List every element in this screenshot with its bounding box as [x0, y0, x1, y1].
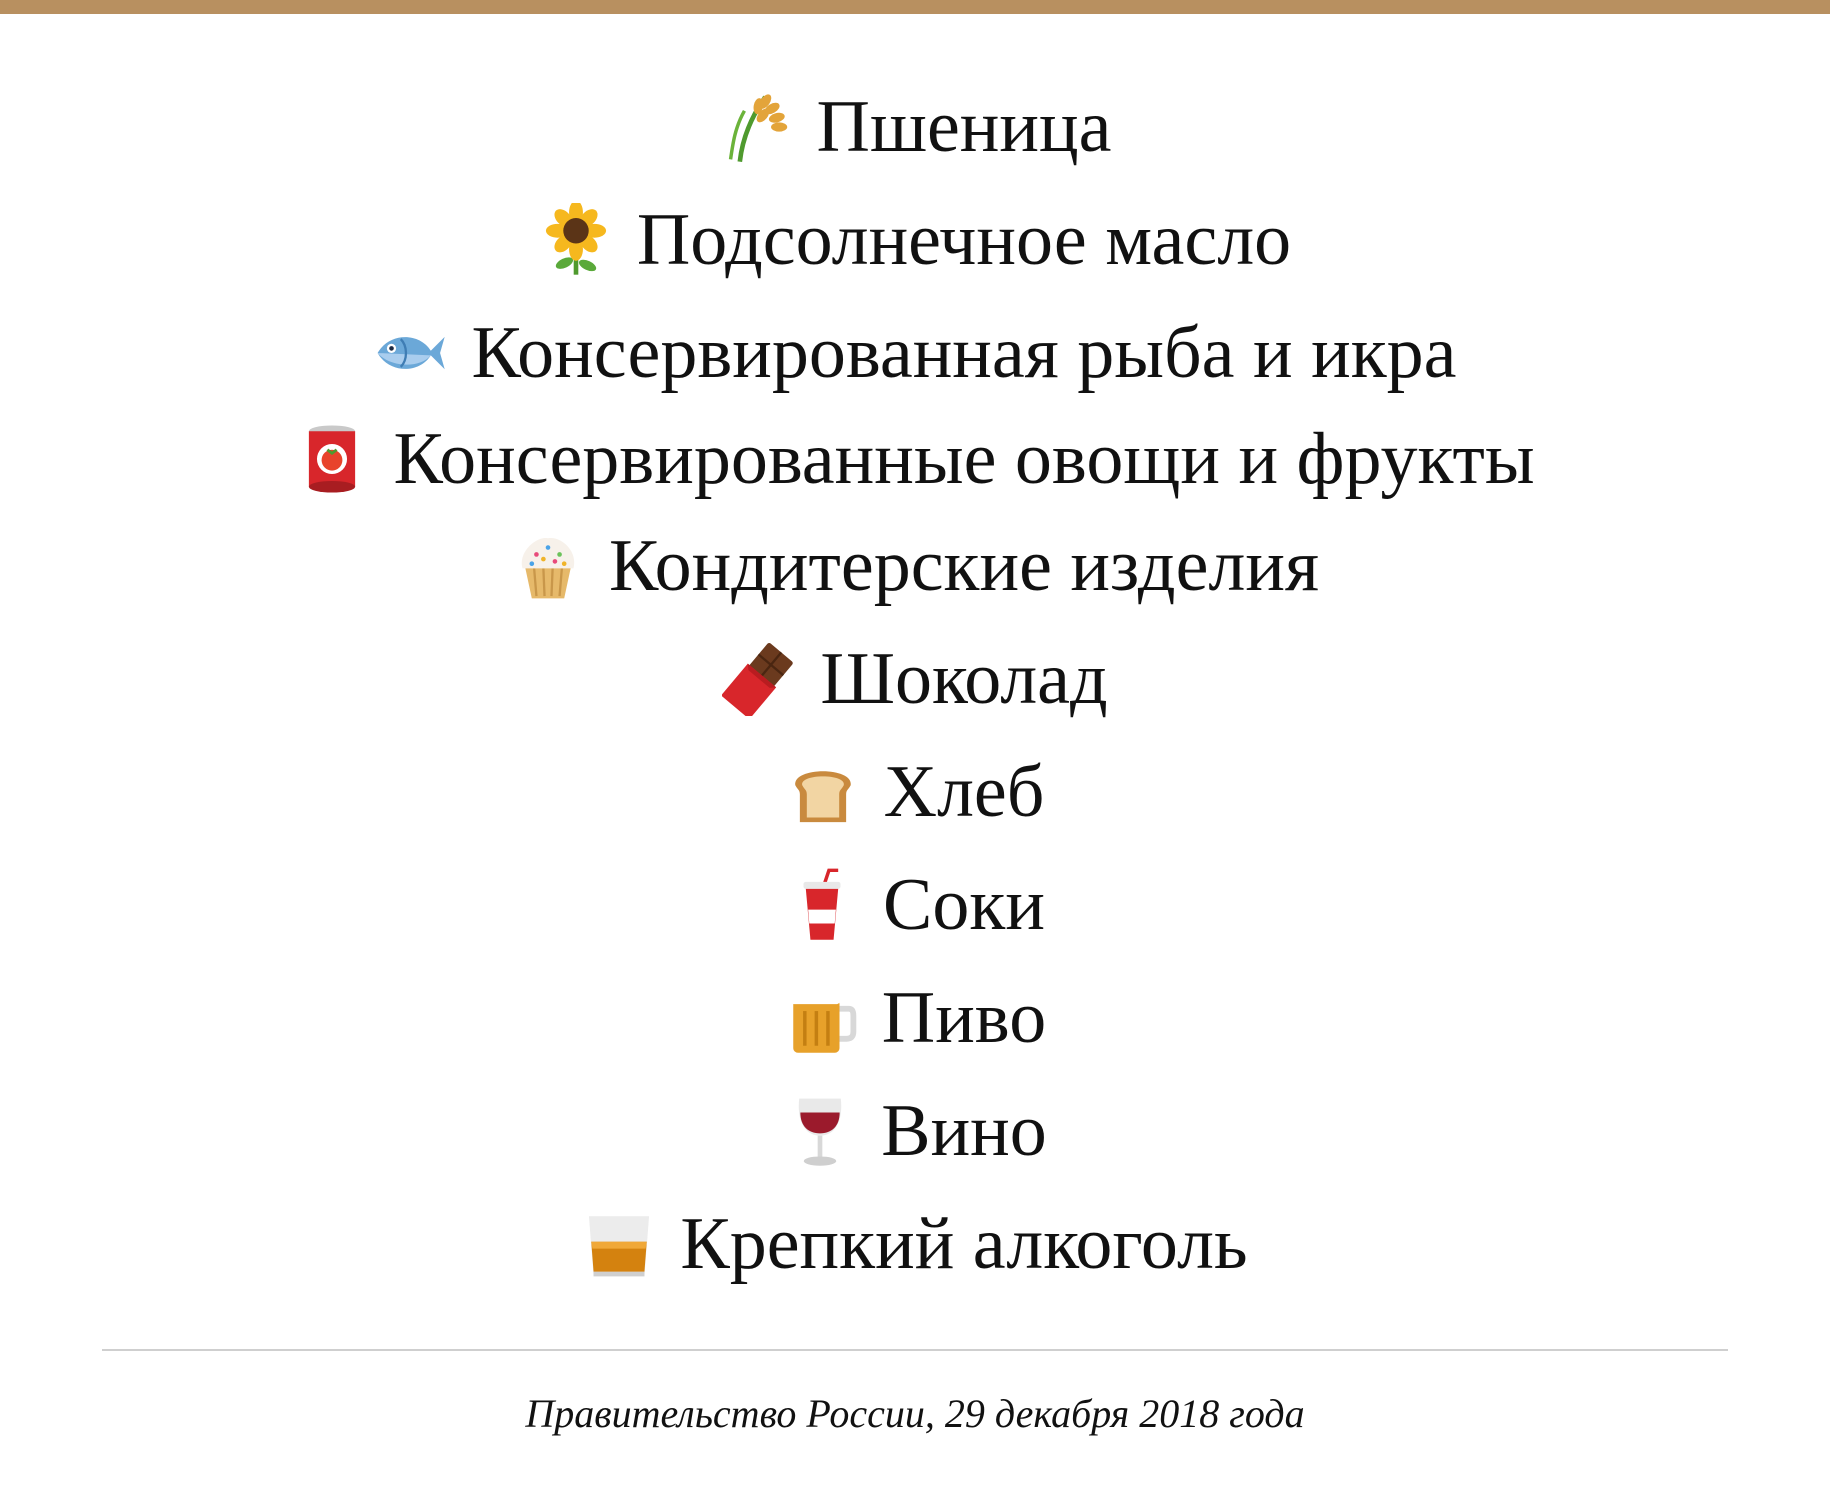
sunflower-icon	[539, 203, 613, 277]
list-item-beer	[0, 961, 1830, 1074]
source-caption: Правительство России, 29 декабря 2018 года	[525, 1391, 1305, 1436]
canned-food-icon	[295, 422, 369, 496]
top-accent-bar	[0, 0, 1830, 14]
divider	[102, 1349, 1728, 1351]
list-item-sunflower-oil	[0, 183, 1830, 296]
item-label: Вино	[881, 1089, 1047, 1172]
list-item-wheat	[0, 70, 1830, 183]
item-label: Консервированные овощи и фрукты	[393, 418, 1535, 500]
product-list	[0, 70, 1830, 1300]
list-item-confectionery	[0, 509, 1830, 622]
list-item-bread	[0, 735, 1830, 848]
item-label: Подсолнечное масло	[636, 198, 1292, 281]
item-label: Консервированная рыба и икра	[471, 311, 1457, 394]
item-label: Пиво	[881, 976, 1047, 1059]
wheat-icon	[719, 90, 793, 164]
item-label: Хлеб	[883, 750, 1045, 833]
tumbler-glass-icon	[582, 1207, 656, 1281]
cupcake-icon	[511, 529, 585, 603]
list-item-canned-vegetables	[0, 409, 1830, 509]
list-item-juices	[0, 848, 1830, 961]
list-item-chocolate	[0, 622, 1830, 735]
list-item-canned-fish	[0, 296, 1830, 409]
item-label: Соки	[883, 863, 1045, 946]
item-label: Кондитерские изделия	[608, 524, 1319, 607]
chocolate-bar-icon	[722, 642, 796, 716]
bread-icon	[786, 755, 860, 829]
fish-icon	[373, 316, 447, 390]
item-label: Крепкий алкоголь	[680, 1202, 1248, 1285]
item-label: Шоколад	[820, 637, 1108, 720]
list-item-spirits	[0, 1187, 1830, 1300]
item-label: Пшеница	[816, 85, 1112, 168]
cup-with-straw-icon	[785, 868, 859, 942]
wine-glass-icon	[783, 1094, 857, 1168]
beer-mug-icon	[784, 981, 858, 1055]
list-item-wine	[0, 1074, 1830, 1187]
